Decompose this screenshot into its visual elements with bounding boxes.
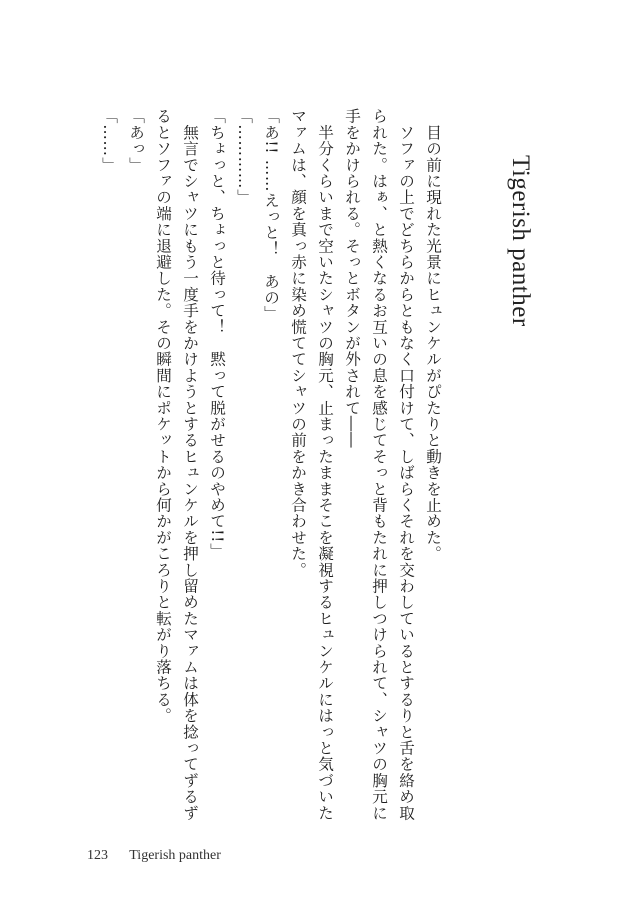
body-text	[95, 108, 446, 828]
paragraph: 「…………」	[235, 108, 253, 206]
paragraph: ソファの上でどちらからともなく口付けて、しばらくそれを交わしているとするりと舌を絡め取られた。はぁ、と熱くなるお互いの息を感じてそっと背もたれに押しつけられて、シャツの胸元に手をかけられる。そっとボタンが外されて――	[343, 108, 415, 821]
page-number: 123	[87, 848, 108, 863]
paragraph: 半分くらいまで空いたシャツの胸元、止まったままそこを凝視するヒュンケルにはっと気づいたマァムは、顔を真っ赤に染め慌ててシャツの前をかき合わせた。	[289, 108, 334, 821]
paragraph: 「あ!! ……えっと！ あの」	[262, 108, 280, 322]
paragraph: 無言でシャツにもう一度手をかけようとするヒュンケルを押し留めたマァムは体を捻ってずるずるとソファの端に退避した。その瞬間にポケットから何かがころりと転がり落ちる。	[154, 108, 199, 821]
paragraph: 「……」	[100, 108, 118, 173]
paragraph: 「ちょっと、ちょっと待って！ 黙って脱がせるのやめて!!」	[208, 108, 226, 560]
paragraph: 「あっ」	[127, 108, 145, 173]
chapter-title: Tigerish panther	[507, 155, 534, 327]
page-footer	[87, 848, 221, 864]
running-title: Tigerish panther	[129, 848, 221, 863]
paragraph: 目の前に現れた光景にヒュンケルがぴたりと動きを止めた。	[424, 108, 442, 562]
